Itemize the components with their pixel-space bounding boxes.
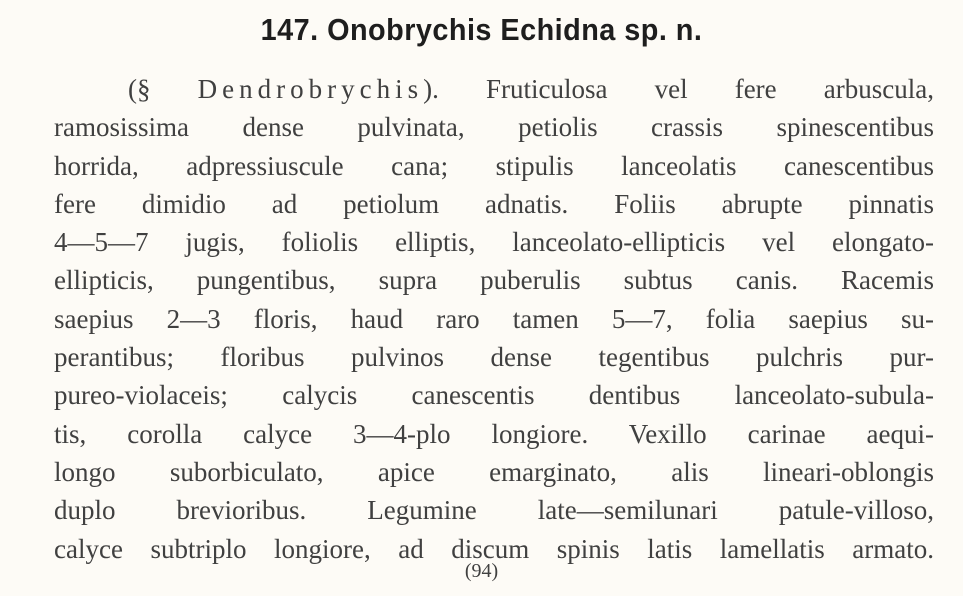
- description-line: 4—5—7 jugis, foliolis elliptis, lanceolato-ellipticis vel elongato-: [54, 227, 934, 258]
- description-line: saepius 2—3 floris, haud raro tamen 5—7, folia saepius su-: [54, 303, 934, 334]
- section-open: (§: [128, 74, 198, 104]
- description-line: pureo-violaceis; calycis canescentis dentibus lanceolato-subula-: [54, 380, 934, 411]
- species-description: [54, 70, 934, 568]
- line-text: ). Fruticulosa vel fere arbuscula,: [423, 74, 934, 104]
- description-line: perantibus; floribus pulvinos dense tegentibus pulchris pur-: [54, 342, 934, 373]
- section-name: Dendrobrychis: [197, 74, 424, 104]
- description-line: ramosissima dense pulvinata, petiolis crassis spinescentibus: [54, 112, 934, 143]
- description-line: horrida, adpressiuscule cana; stipulis lanceolatis canescentibus: [54, 150, 934, 181]
- description-line: duplo brevioribus. Legumine late—semilunari patule-villoso,: [54, 495, 934, 526]
- page-number: (94): [464, 560, 499, 582]
- description-line: tis, corolla calyce 3—4-plo longiore. Vexillo carinae aequi-: [54, 418, 934, 449]
- description-line: ellipticis, pungentibus, supra puberulis subtus canis. Racemis: [54, 265, 934, 296]
- description-line: [54, 70, 934, 108]
- description-line: fere dimidio ad petiolum adnatis. Foliis abrupte pinnatis: [54, 188, 934, 219]
- description-line: longo suborbiculato, apice emarginato, alis lineari-oblongis: [54, 456, 934, 487]
- species-heading: 147. Onobrychis Echidna sp. n.: [260, 12, 703, 47]
- description-line: calyce subtriplo longiore, ad discum spinis latis lamellatis armato.: [54, 533, 934, 564]
